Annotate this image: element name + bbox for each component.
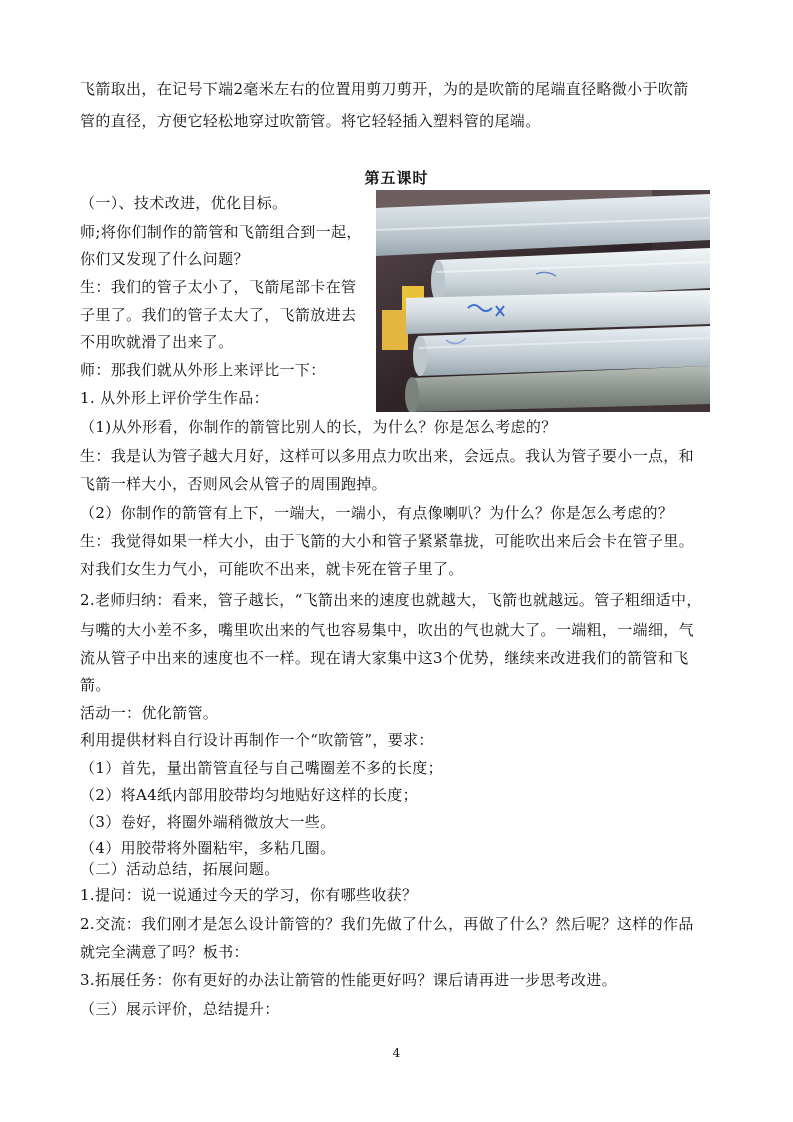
body-line-14: （2）将A4纸内部用胶带均匀地贴好这样的长度； xyxy=(80,786,418,804)
side-line-7: 师：那我们就从外形上来评比一下： xyxy=(80,361,326,379)
body-line-10: 箭。 xyxy=(80,676,111,694)
body-line-7: 2.老师归纳：看来，管子越长，“飞箭出来的速度也就越大，飞箭也就越远。管子粗细适中， xyxy=(80,591,702,609)
body-line-16: （4）用胶带将外圈粘牢，多粘几圈。 xyxy=(80,839,336,857)
body-line-20: 就完全满意了吗？板书： xyxy=(80,943,249,961)
side-line-6: 不用吹就滑了出来了。 xyxy=(80,333,234,351)
body-line-22: （三）展示评价，总结提升： xyxy=(80,1000,280,1018)
body-line-1: （1)从外形看，你制作的箭管比别人的长，为什么？你是怎么考虑的？ xyxy=(80,418,557,436)
intro-line-1: 飞箭取出，在记号下端2毫米左右的位置用剪刀剪开，为的是吹箭的尾端直径略微小于吹箭 xyxy=(80,80,689,98)
body-line-17: （二）活动总结，拓展问题。 xyxy=(80,860,280,878)
body-line-13: （1）首先，量出箭管直径与自己嘴圈差不多的长度； xyxy=(80,759,443,777)
body-line-15: （3）卷好，将圈外端稍微放大一些。 xyxy=(80,813,336,831)
side-line-5: 子里了。我们的管子太大了，飞箭放进去 xyxy=(80,306,357,324)
body-line-5: 生：我觉得如果一样大小，由于飞箭的大小和管子紧紧靠拢，可能吹出来后会卡在管子里。 xyxy=(80,532,695,550)
side-line-4: 生：我们的管子太小了，飞箭尾部卡在管 xyxy=(80,278,357,296)
section-title: 第五课时 xyxy=(364,169,429,187)
body-line-12: 利用提供材料自行设计再制作一个“吹箭管”，要求： xyxy=(80,731,434,749)
body-line-21: 3.拓展任务：你有更好的办法让箭管的性能更好吗？课后请再进一步思考改进。 xyxy=(80,971,617,989)
body-line-9: 流从管子中出来的速度也不一样。现在请大家集中这3个优势，继续来改进我们的箭管和飞 xyxy=(80,649,689,667)
blowpipe-photo xyxy=(376,190,710,412)
body-line-4: （2）你制作的箭管有上下，一端大，一端小，有点像喇叭？为什么？你是怎么考虑的？ xyxy=(80,504,674,522)
side-line-8: 1. 从外形上评价学生作品： xyxy=(80,389,269,407)
body-line-8: 与嘴的大小差不多，嘴里吹出来的气也容易集中，吹出的气也就大了。一端粗，一端细，气 xyxy=(80,621,695,639)
page-number: 4 xyxy=(392,1046,401,1060)
body-line-6: 对我们女生力气小，可能吹不出来，就卡死在管子里了。 xyxy=(80,560,464,578)
side-line-3: 你们又发现了什么问题？ xyxy=(80,250,249,268)
body-line-11: 活动一：优化箭管。 xyxy=(80,704,219,722)
body-line-3: 飞箭一样大小，否则风会从管子的周围跑掉。 xyxy=(80,475,388,493)
side-line-2: 师;将你们制作的箭管和飞箭组合到一起， xyxy=(80,223,362,241)
intro-line-2: 管的直径，方便它轻松地穿过吹箭管。将它轻轻插入塑料管的尾端。 xyxy=(80,112,541,130)
body-line-18: 1.提问：说一说通过今天的学习，你有哪些收获？ xyxy=(80,886,418,904)
body-line-2: 生：我是认为管子越大月好，这样可以多用点力吹出来，会远点。我认为管子要小一点，和 xyxy=(80,447,695,465)
body-line-19: 2.交流：我们刚才是怎么设计箭管的？我们先做了什么，再做了什么？然后呢？这样的作品 xyxy=(80,915,694,933)
side-line-1: （一）、技术改进，优化目标。 xyxy=(80,194,288,212)
